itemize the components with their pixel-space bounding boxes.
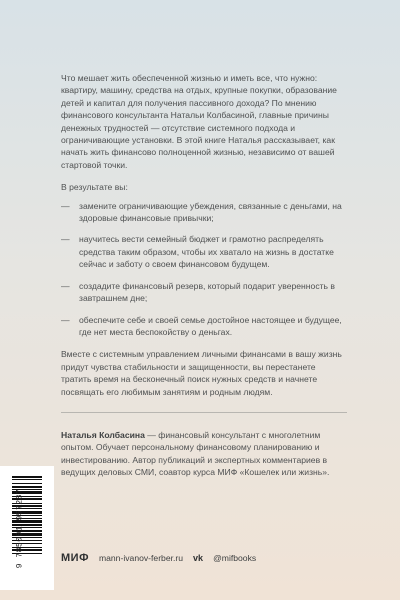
description-paragraph: Что мешает жить обеспеченной жизнью и иметь все, что нужно: квартиру, машину, средства на отдых, крупные покупки, образование детей и капитал для получения пассивного дохода? По мнению финансового консультанта Натальи Колбасиной, главные причины денежных трудностей — отсутствие системного подхода и ограничивающие установки. В этой книге Наталья рассказывает, как начать жить финансово полноценной жизнью, независимо от вашей стартовой точки. bbox=[61, 73, 337, 170]
dash-marker: — bbox=[61, 200, 70, 211]
list-item-text: замените ограничивающие убеждения, связанные с деньгами, на здоровые финансовые привычки; bbox=[79, 200, 342, 224]
dash-marker: — bbox=[61, 314, 70, 325]
description-text bbox=[61, 72, 347, 489]
dash-marker: — bbox=[61, 234, 70, 245]
list-item-text: научитесь вести семейный бюджет и грамотно распределять средства таким образом, чтобы их хватало на жизнь в достатке сейчас и заботу о своем финансовом будущем. bbox=[79, 234, 334, 270]
list-item bbox=[61, 280, 347, 305]
list-item-text: обеспечите себе и своей семье достойное настоящее и будущее, где нет места беспокойству о деньгах. bbox=[79, 314, 342, 337]
list-item bbox=[61, 233, 347, 270]
section-divider bbox=[61, 412, 347, 413]
publisher-logo: МИФ bbox=[61, 552, 89, 564]
results-list bbox=[61, 200, 347, 339]
isbn-barcode bbox=[0, 466, 54, 590]
list-item bbox=[61, 200, 347, 225]
barcode-digits: 9 785001 957287 bbox=[15, 488, 25, 569]
author-bio-text: — финансовый консультант с многолетним опытом. Обучает персональному финансовому планированию и инвестированию. Автор публикаций и экспертных комментариев в ведущих деловых СМИ, соавтор курса МИФ «Кошелек или жизнь». bbox=[61, 429, 330, 478]
author-name: Наталья Колбасина bbox=[61, 429, 145, 440]
closing-paragraph: Вместе с системным управлением личными финансами в вашу жизнь придут чувства стабильности и защищенности, вы перестанете тратить время на бесконечный поиск нужных средств и начнете посвящать его любимым занятиям и родным людям. bbox=[61, 349, 342, 397]
results-intro: В результате вы: bbox=[61, 182, 128, 193]
publisher-footer bbox=[61, 550, 256, 566]
author-bio bbox=[61, 429, 347, 479]
vk-icon: vk bbox=[193, 553, 204, 563]
social-handle: @mifbooks bbox=[213, 553, 257, 563]
publisher-website: mann-ivanov-ferber.ru bbox=[98, 553, 184, 563]
list-item bbox=[61, 314, 347, 339]
dash-marker: — bbox=[61, 280, 70, 291]
list-item-text: создадите финансовый резерв, который подарит уверенность в завтрашнем дне; bbox=[79, 280, 335, 304]
